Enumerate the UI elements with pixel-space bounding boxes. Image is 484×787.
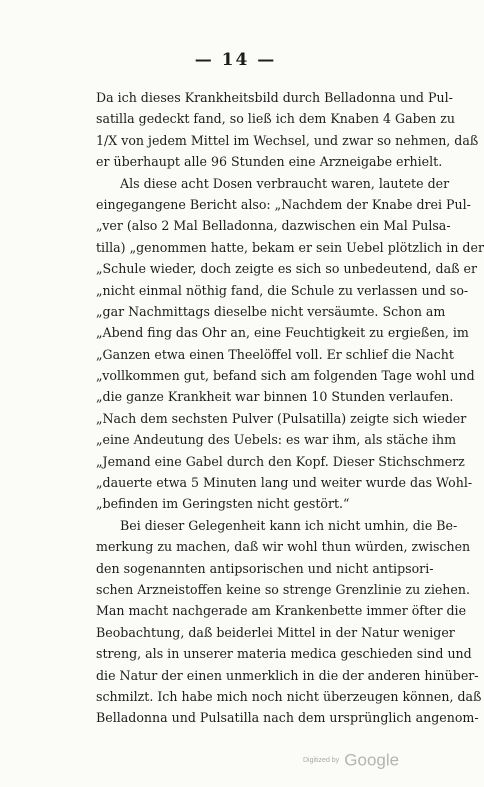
text-line: Da ich dieses Krankheitsbild durch Belladonna und Pul- xyxy=(96,90,453,105)
digitized-watermark xyxy=(303,750,399,771)
text-line: Bei dieser Gelegenheit kann ich nicht umhin, die Be- xyxy=(120,517,458,533)
text-line: „Jemand eine Gabel durch den Kopf. Dieser Stichschmerz xyxy=(96,453,465,469)
text-line: Beobachtung, daß beiderlei Mittel in der Natur weniger xyxy=(96,624,455,640)
text-line: eingegangene Bericht also: „Nachdem der Knabe drei Pul- xyxy=(96,196,471,212)
text-line: „befinden im Geringsten nicht gestört.“ xyxy=(96,496,350,512)
text-line: satilla gedeckt fand, so ließ ich dem Knaben 4 Gaben zu xyxy=(96,111,455,127)
text-line: „Abend fing das Ohr an, eine Feuchtigkeit zu ergießen, im xyxy=(96,325,469,341)
text-line: streng, als in unserer materia medica geschieden sind und xyxy=(96,646,472,662)
text-line: „Schule wieder, doch zeigte es sich so unbedeutend, daß er xyxy=(96,261,477,277)
page-number: — 14 — xyxy=(194,50,277,70)
digitized-label: Digitized by xyxy=(303,757,340,764)
text-line: „gar Nachmittags dieselbe nicht versäumte. Schon am xyxy=(96,303,446,319)
text-line: den sogenannten antipsorischen und nicht antipsori- xyxy=(96,560,434,576)
text-line: er überhaupt alle 96 Stunden eine Arzneigabe erhielt. xyxy=(96,154,443,170)
text-line: schen Arzneistoffen keine so strenge Grenzlinie zu ziehen. xyxy=(96,581,470,597)
text-line: Belladonna und Pulsatilla nach dem ursprünglich angenom- xyxy=(96,710,479,726)
text-line: „nicht einmal nöthig fand, die Schule zu verlassen und so- xyxy=(96,282,469,298)
text-line: merkung zu machen, daß wir wohl thun würden, zwischen xyxy=(96,539,471,555)
text-line: „Nach dem sechsten Pulver (Pulsatilla) zeigte sich wieder xyxy=(96,410,467,426)
text-line: „die ganze Krankheit war binnen 10 Stunden verlaufen. xyxy=(96,389,454,405)
text-line: „vollkommen gut, befand sich am folgenden Tage wohl und xyxy=(96,368,475,384)
text-line: „ver (also 2 Mal Belladonna, dazwischen ein Mal Pulsa- xyxy=(96,218,451,234)
text-line: „eine Andeutung des Uebels: es war ihm, als stäche ihm xyxy=(96,432,457,448)
text-line: 1/X von jedem Mittel im Wechsel, und zwar so nehmen, daß xyxy=(96,132,479,148)
text-line: Man macht nachgerade am Krankenbette immer öfter die xyxy=(96,603,467,619)
text-line: die Natur der einen unmerklich in die der anderen hinüber- xyxy=(96,667,479,683)
text-line: „dauerte etwa 5 Minuten lang und weiter wurde das Wohl- xyxy=(96,475,473,491)
text-line: Als diese acht Dosen verbraucht waren, lautete der xyxy=(120,175,450,191)
text-line: tilla) „genommen hatte, bekam er sein Uebel plötzlich in der xyxy=(96,239,484,255)
text-line: „Ganzen etwa einen Theelöffel voll. Er schlief die Nacht xyxy=(96,346,454,362)
google-logo: Google xyxy=(344,750,400,770)
text-line: schmilzt. Ich habe mich noch nicht überzeugen können, daß xyxy=(96,688,482,704)
body-text xyxy=(96,87,484,729)
